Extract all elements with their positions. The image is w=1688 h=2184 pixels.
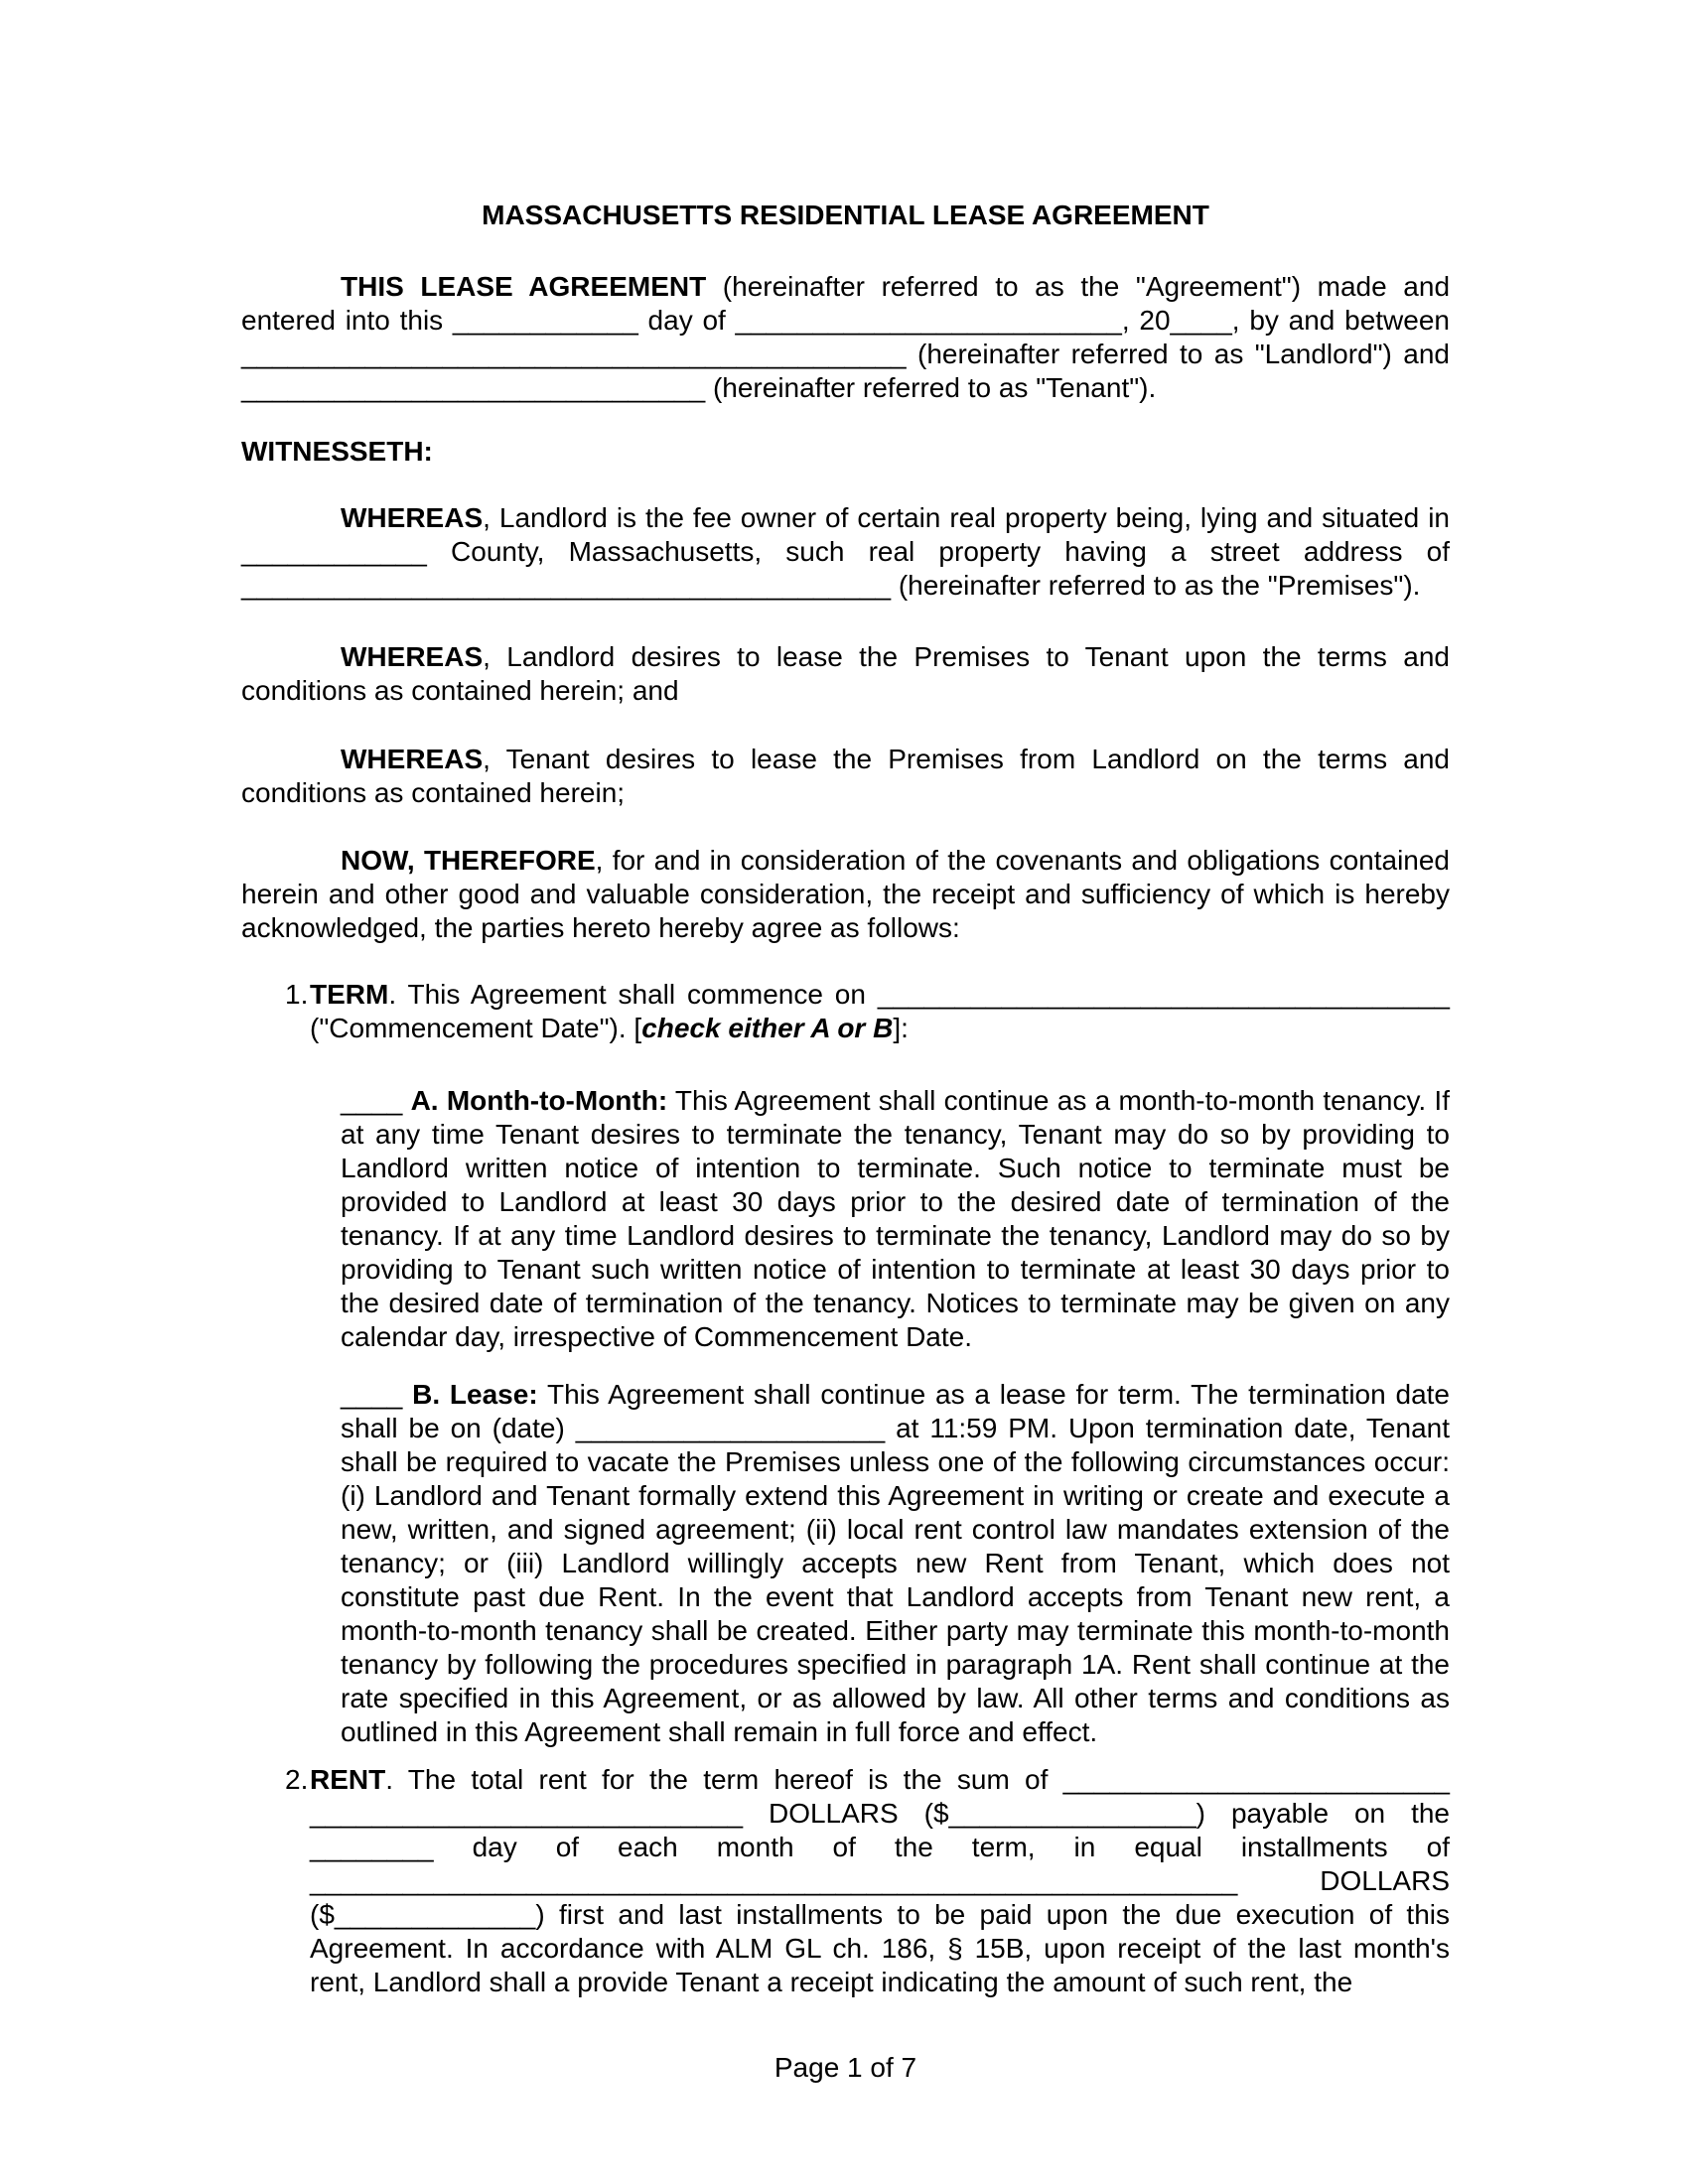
- option-b-text: This Agreement shall continue as a lease for term. The termination date shall be on (date) ____________________ at 11:59 PM. Upon termination date, Tenant shall be required to vacate the Premises unless one of the following circumstances occur: (i) Landlord and Tenant formally extend this Agreement in writing or create and execute a new, written, and signed agreement; (ii) local rent control law mandates extension of the tenancy; or (iii) Landlord willingly accepts new Rent from Tenant, which does not constitute past due Rent. In the event that Landlord accepts from Tenant new rent, a month-to-month tenancy shall be created. Either party may terminate this month-to-month tenancy by following the procedures specified in paragraph 1A. Rent shall continue at the rate specified in this Agreement, or as allowed by law. All other terms and conditions as outlined in this Agreement shall remain in full force and effect.: [341, 1379, 1450, 1747]
- whereas-paragraph-1: [241, 501, 1450, 603]
- page-footer: Page 1 of 7: [774, 2052, 917, 2083]
- term-section-number: 1.: [285, 979, 309, 1010]
- intro-paragraph: [241, 270, 1450, 405]
- now-therefore-text: , for and in consideration of the covenants and obligations contained herein and other good and valuable consideration, the receipt and sufficiency of which is hereby acknowledged, the parties hereto hereby agree as follows:: [241, 845, 1451, 943]
- option-a-heading: A. Month-to-Month:: [410, 1085, 668, 1116]
- whereas-paragraph-2: [241, 640, 1450, 708]
- whereas-3-text: , Tenant desires to lease the Premises from Landlord on the terms and conditions as contained herein;: [241, 744, 1450, 808]
- check-either-note: check either A or B: [641, 1013, 894, 1043]
- intro-lead-bold: THIS LEASE AGREEMENT: [341, 271, 707, 302]
- option-a-checkbox-blank: ____: [341, 1085, 411, 1116]
- whereas-2-text: , Landlord desires to lease the Premises to Tenant upon the terms and conditions as contained herein; and: [241, 641, 1450, 706]
- document-title: MASSACHUSETTS RESIDENTIAL LEASE AGREEMENT: [482, 200, 1209, 230]
- rent-section-item: [241, 1763, 1450, 1999]
- term-lead-close: ]:: [893, 1013, 909, 1043]
- rent-text: . The total rent for the term hereof is the sum of _________________________ ____________________________ DOLLARS ($________________) payable on the ________ day of each month of the term, in equal installments of ____________________________________________________________ DOLLARS ($_____________) first and last installments to be paid upon the due execution of this Agreement. In accordance with ALM GL ch. 186, § 15B, upon receipt of the last month's rent, Landlord shall a provide Tenant a receipt indicating the amount of such rent, the: [310, 1764, 1450, 1997]
- term-section-body: [310, 978, 1450, 1045]
- rent-section-number: 2.: [285, 1764, 309, 1795]
- whereas-2-bold: WHEREAS: [341, 641, 484, 672]
- now-therefore-paragraph: [241, 844, 1450, 945]
- whereas-paragraph-3: [241, 743, 1450, 810]
- whereas-3-bold: WHEREAS: [341, 744, 484, 774]
- intro-text: (hereinafter referred to as the "Agreement") made and entered into this ____________ day of _________________________, 20____, by and between ___________________________________________ (hereinafter referred to as "Landlord") and ______________________________ (hereinafter referred to as "Tenant").: [241, 271, 1451, 403]
- option-b-checkbox-blank: ____: [341, 1379, 413, 1410]
- rent-section-body: [310, 1763, 1450, 1999]
- whereas-1-text: , Landlord is the fee owner of certain real property being, lying and situated in ____________ County, Massachusetts, such real property having a street address of __________________________________________ (hereinafter referred to as the "Premises").: [241, 502, 1450, 601]
- option-a-text: This Agreement shall continue as a month-to-month tenancy. If at any time Tenant desires to terminate the tenancy, Tenant may do so by providing to Landlord written notice of intention to terminate. Such notice to terminate must be provided to Landlord at least 30 days prior to the desired date of termination of the tenancy. If at any time Landlord desires to terminate the tenancy, Landlord may do so by providing to Tenant such written notice of intention to terminate at least 30 days prior to the desired date of termination of the tenancy. Notices to terminate may be given on any calendar day, irrespective of Commencement Date.: [341, 1085, 1450, 1352]
- option-b-heading: B. Lease:: [412, 1379, 538, 1410]
- term-lead-text: . This Agreement shall commence on _____________________________________ ("Commencement Date"). [: [310, 979, 1450, 1043]
- option-a-paragraph: [341, 1084, 1450, 1354]
- option-b-paragraph: [341, 1378, 1450, 1749]
- witnesseth-heading: WITNESSETH:: [241, 436, 433, 467]
- rent-heading: RENT: [310, 1764, 386, 1795]
- term-heading: TERM: [310, 979, 389, 1010]
- term-section-item: [241, 978, 1450, 1045]
- whereas-1-bold: WHEREAS: [341, 502, 484, 533]
- now-therefore-bold: NOW, THEREFORE: [341, 845, 596, 876]
